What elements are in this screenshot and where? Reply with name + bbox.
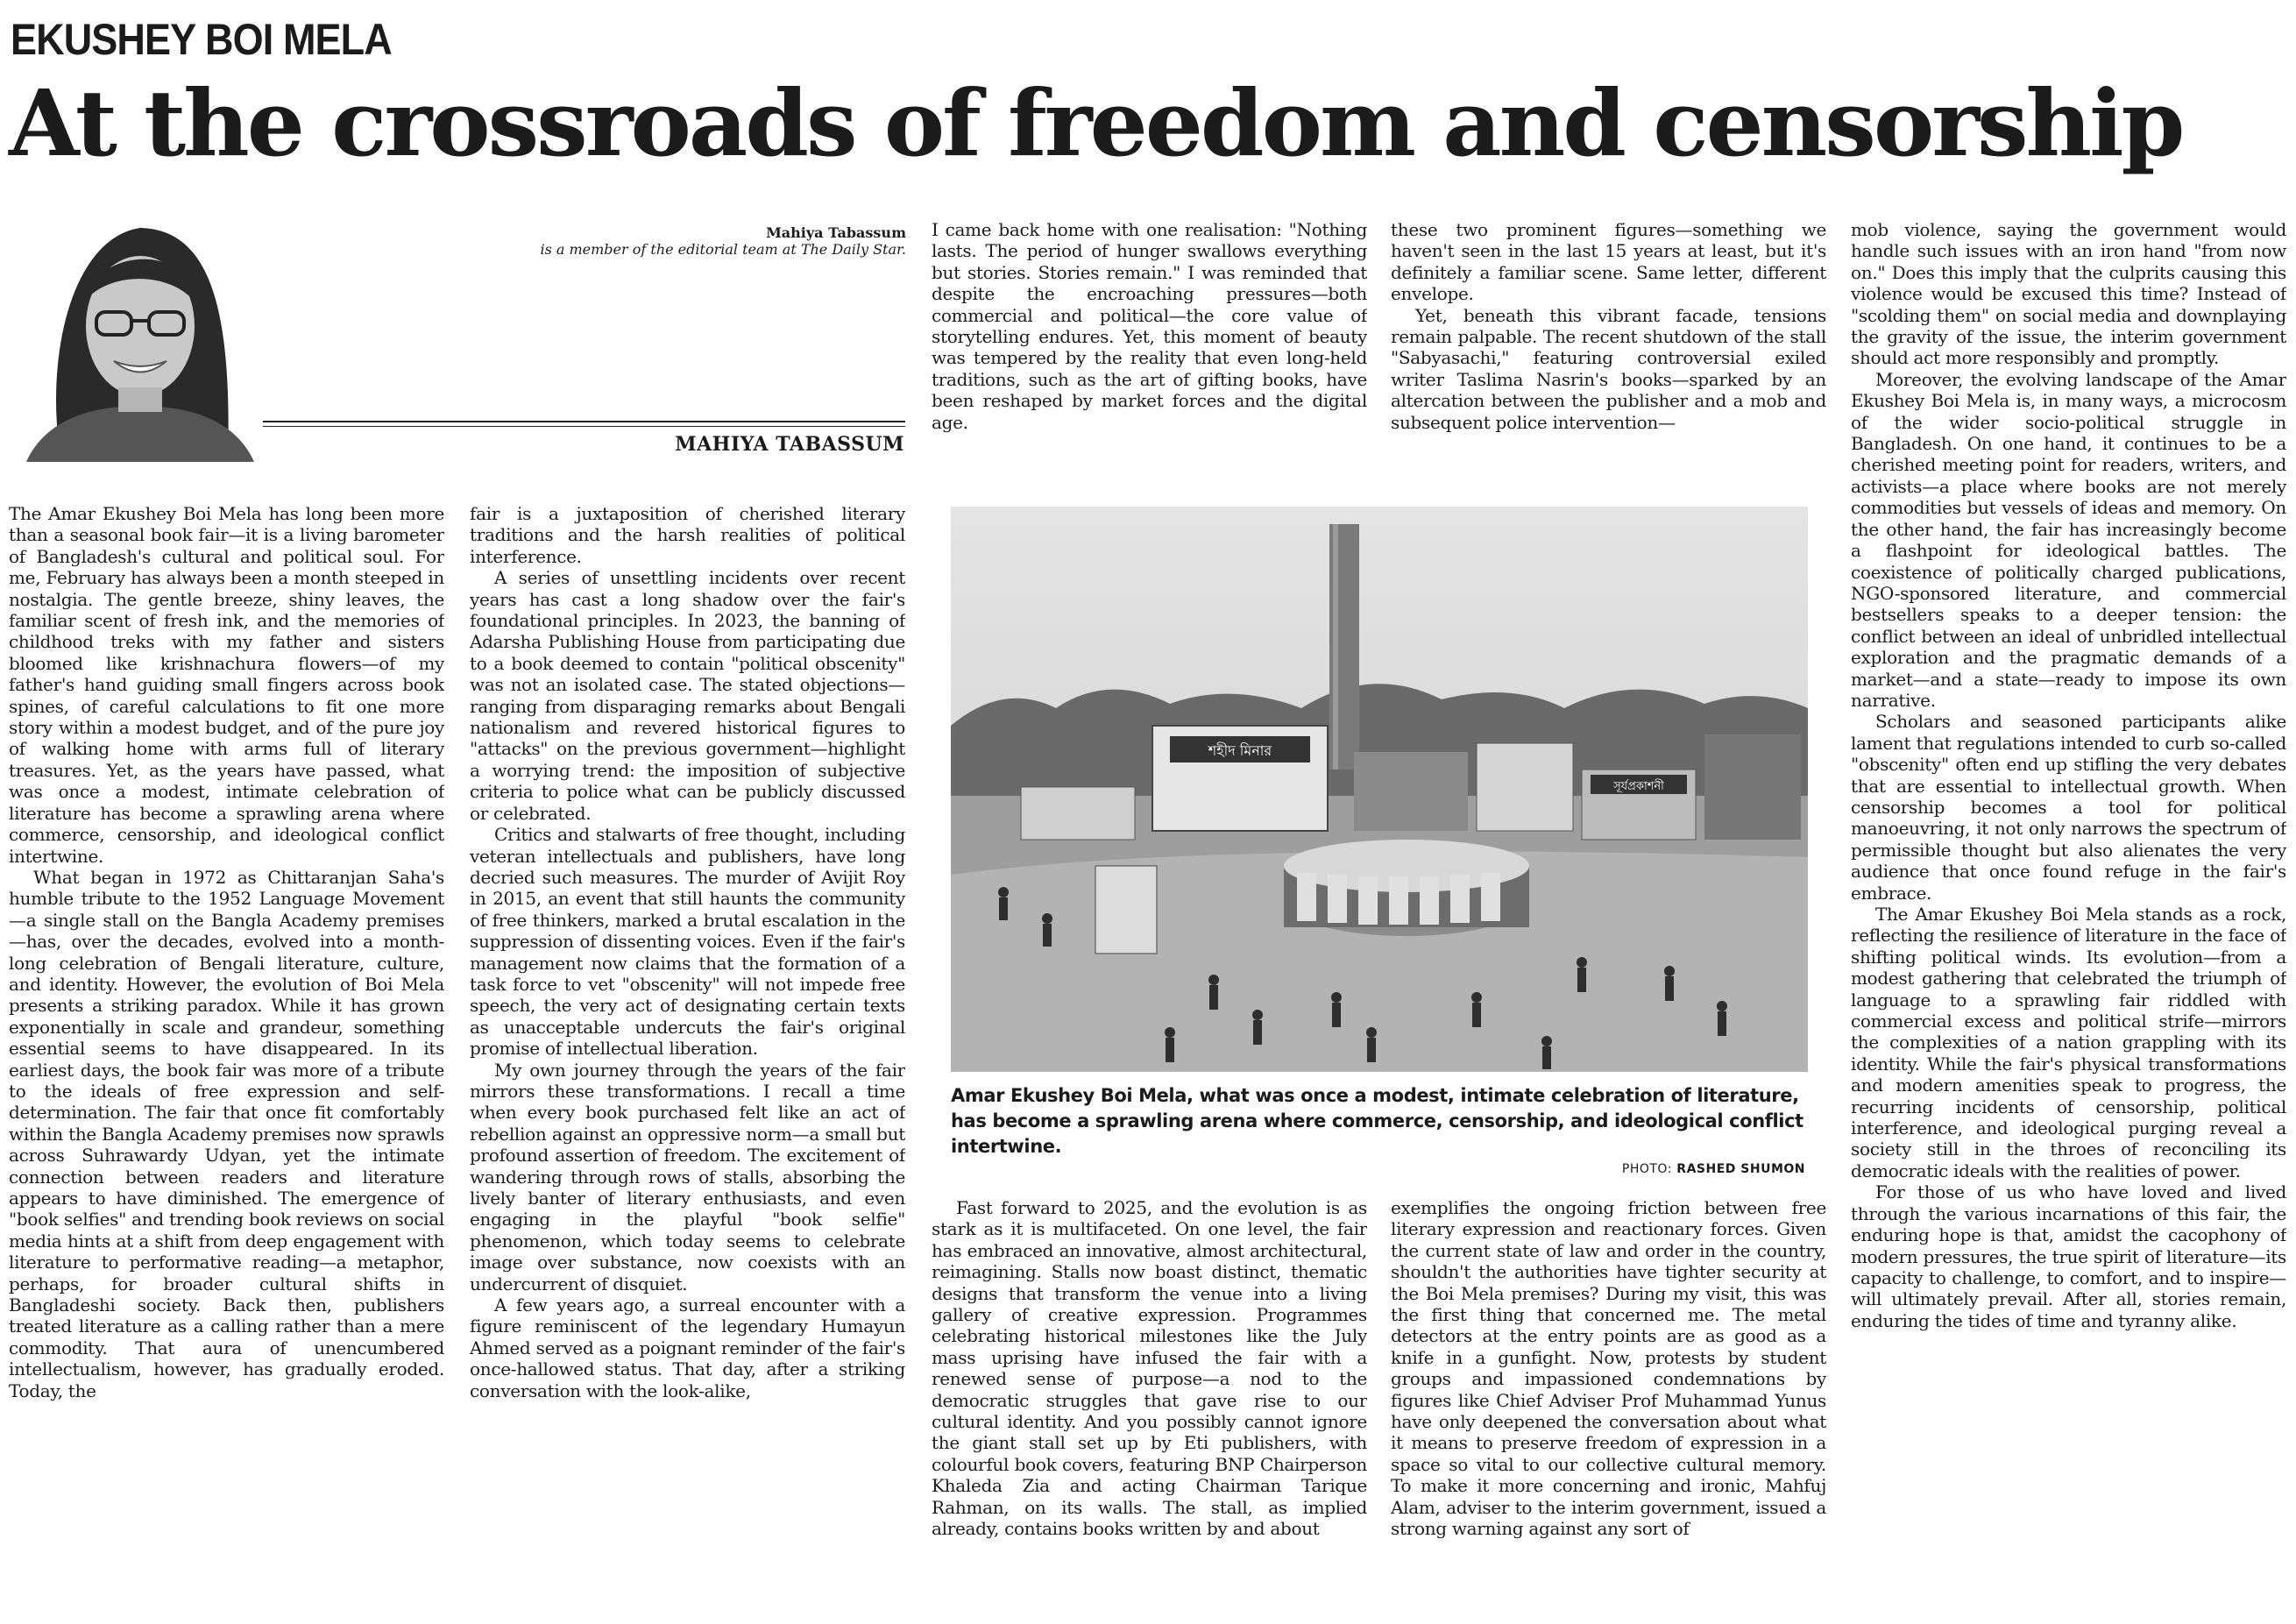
book-fair-photo [951,507,1808,1072]
paragraph: Moreover, the evolving landscape of the Amar Ekushey Boi Mela is, in many ways, a microcosm of the wider socio-political struggle in Bangladesh. On one hand, it continues to be a cherished meeting point for readers, writers, and activists—a place where books are not merely commodities but vessels of ideas and memory. On the other hand, the fair has increasingly become a flashpoint for ideological battles. The coexistence of politically charged publications, NGO-sponsored literature, and commercial bestsellers speaks to a deeper tension: the conflict between an ideal of unbridled intellectual exploration and the pragmatic demands of a market—and a state—ready to impose its own narrative. [1851,368,2286,711]
column-1 [9,503,444,1616]
author-name: Mahiya Tabassum [766,224,906,241]
column-3-top [932,219,1367,470]
paragraph: fair is a juxtaposition of cherished literary traditions and the harsh realities of political interference. [470,503,905,567]
column-5 [1851,219,2286,1616]
stall-banner: সূর্যপ্রকাশনী [1613,780,1664,793]
paragraph: these two prominent figures—something we haven't seen in the last 15 years at least, but it's definitely a familiar scene. Same letter, different envelope. [1391,219,1826,305]
paragraph: My own journey through the years of the fair mirrors these transformations. I recall a time when every book purchased felt like an act of rebellion against an oppressive norm—a small but profound assertion of freedom. The excitement of wandering through rows of stalls, absorbing the lively banter of literary enthusiasts, and even engaging in the playful "book selfie" phenomenon, which today seems to celebrate image over substance, now coexists with an undercurrent of disquiet. [470,1059,905,1294]
author-portrait [9,203,263,462]
paragraph: Fast forward to 2025, and the evolution is as stark as it is multifaceted. On one level, the fair has embraced an innovative, almost architectural, reimagining. Stalls now boast distinct, thematic designs that transform the venue into a living gallery of creative expression. Programmes celebrating historical milestones like the July mass uprising have infused the fair with a renewed sense of purpose—a nod to the democratic struggles that gave rise to our cultural identity. And you possibly cannot ignore the giant stall set up by Eti publishers, with colourful book covers, featuring BNP Chairperson Khaleda Zia and acting Chairman Tarique Rahman, on its walls. The stall, as implied already, contains books written by and about [932,1197,1367,1540]
paragraph: Critics and stalwarts of free thought, including veteran intellectuals and publishers, have long decried such measures. The murder of Avijit Roy in 2015, an event that still haunts the community of free thinkers, marked a brutal escalation in the suppression of dissenting voices. Even if the fair's management now claims that the formation of a task force to vet "obscenity" will not impede free speech, the very act of designating certain texts as unacceptable undercuts the fair's original promise of intellectual liberation. [470,824,905,1060]
photo-credit [1622,1162,1805,1176]
section-kicker: EKUSHEY BOI MELA [11,15,392,64]
column-2 [470,503,905,1616]
paragraph: A few years ago, a surreal encounter with a figure reminiscent of the legendary Humayun Ahmed served as a poignant reminder of the fair's once-hallowed status. That day, after a striking conversation with the look-alike, [470,1294,905,1401]
paragraph: I came back home with one realisation: "Nothing lasts. The period of hunger swallows everything but stories. Stories remain." I was reminded that despite the encroaching pressures—both commercial and political—the core value of storytelling endures. Yet, this moment of beauty was tempered by the reality that even long-held traditions, such as the art of gifting books, have been reshaped by market forces and the digital age. [932,219,1367,433]
article-headline: At the crossroads of freedom and censorship [9,69,2183,177]
photo-credit-label: PHOTO: [1621,1162,1672,1176]
column-3-bottom [932,1197,1367,1616]
stall-sign: শহীদ মিনার [1208,742,1272,759]
byline-rule [263,421,905,422]
paragraph: mob violence, saying the government would handle such issues with an iron hand "from now on." Does this imply that the culprits causing this violence would be excused this time? Instead of "scolding them" on social media and downplaying the gravity of the issue, the interim government should act more responsibly and promptly. [1851,219,2286,369]
column-4-bottom [1391,1197,1826,1616]
paragraph: What began in 1972 as Chittaranjan Saha's humble tribute to the 1952 Language Movement—a single stall on the Bangla Academy premises—has, over the decades, evolved into a month-long celebration of Bengali literature, culture, and identity. However, the evolution of Boi Mela presents a striking paradox. While it has grown exponentially in scale and grandeur, something essential seems to have disappeared. In its earliest days, the book fair was more of a tribute to the ideals of free expression and self-determination. The fair that once fit comfortably within the Bangla Academy premises now sprawls across Suhrawardy Udyan, yet the intimate connection between readers and literature appears to have diminished. The emergence of "book selfies" and trending book reviews on social media hints at a shift from deep engagement with literature to performative reading—a metaphor, perhaps, for broader cultural shifts in Bangladeshi society. Back then, publishers treated literature as a calling rather than a mere commodity. That aura of unencumbered intellectualism, however, has gradually eroded. Today, the [9,866,444,1401]
author-byline [540,224,906,258]
photo-caption: Amar Ekushey Boi Mela, what was once a modest, intimate celebration of literature, has become a sprawling arena where commerce, censorship, and ideological conflict intertwine. [951,1085,1803,1157]
paragraph: The Amar Ekushey Boi Mela has long been more than a seasonal book fair—it is a living barometer of Bangladesh's cultural and political soul. For me, February has always been a month steeped in nostalgia. The gentle breeze, shiny leaves, the familiar scent of fresh ink, and the memories of childhood treks with my father and sisters bloomed like krishnachura flowers—of my father's hand guiding small fingers across book spines, of careful calculations to fit one more story within a modest budget, and of the pure joy of walking home with arms full of literary treasures. Yet, as the years have passed, what was once a modest, intimate celebration of literature has become a sprawling arena where commerce, censorship, and ideological conflict intertwine. [9,503,444,867]
photo-credit-name: RASHED SHUMON [1676,1162,1805,1176]
column-4-top [1391,219,1826,470]
byline-rule-thin [263,426,905,427]
paragraph: Yet, beneath this vibrant facade, tensions remain palpable. The recent shutdown of the stall "Sabyasachi," featuring controversial exiled writer Taslima Nasrin's books—sparked by an altercation between the publisher and a mob and subsequent police intervention— [1391,304,1826,433]
paragraph: exemplifies the ongoing friction between free literary expression and reactionary forces. Given the current state of law and order in the country, shouldn't the authorities have tighter security at the Boi Mela premises? During my visit, this was the first thing that concerned me. The metal detectors at the entry points are as good as a knife in a gunfight. Now, protests by student groups and impassioned condemnations by figures like Chief Adviser Prof Muhammad Yunus have only deepened the conversation about what it means to preserve freedom of expression in a space so vital to our collective cultural memory. To make it more concerning and ironic, Mahfuj Alam, adviser to the interim government, issued a strong warning against any sort of [1391,1197,1826,1540]
paragraph: Scholars and seasoned participants alike lament that regulations intended to curb so-called "obscenity" often end up stifling the very debates that are essential to intellectual growth. When censorship becomes a tool for political manoeuvring, it not only narrows the spectrum of permissible thought but also alienates the very audience that once found refuge in the fair's embrace. [1851,711,2286,904]
author-name-caps: MAHIYA TABASSUM [675,433,904,456]
paragraph: A series of unsettling incidents over recent years has cast a long shadow over the fair's foundational principles. In 2023, the banning of Adarsha Publishing House from participating due to a book deemed to contain "political obscenity" was not an isolated case. The stated objections—ranging from disparaging remarks about Bengali nationalism and revered historical figures to "attacks" on the previous government—highlight a worrying trend: the imposition of subjective criteria to police what can be publicly discussed or celebrated. [470,567,905,824]
paragraph: For those of us who have loved and lived through the various incarnations of this fair, the enduring hope is that, amidst the cacophony of modern pressures, the true spirit of literature—its capacity to challenge, to comfort, and to inspire—will ultimately prevail. After all, stories remain, enduring the tides of time and tyranny alike. [1851,1181,2286,1331]
paragraph: The Amar Ekushey Boi Mela stands as a rock, reflecting the resilience of literature in the face of shifting political winds. Its evolution—from a modest gathering that celebrated the triumph of language to a sprawling fair riddled with commercial excess and political strife—mirrors the complexities of a nation grappling with its identity. While the fair's physical transformations and modern amenities speak to progress, the recurring incidents of censorship, political interference, and ideological purging reveal a society still in the throes of reconciling its democratic ideals with the realities of power. [1851,904,2286,1181]
author-role: is a member of the editorial team at The Daily Star. [540,241,906,259]
